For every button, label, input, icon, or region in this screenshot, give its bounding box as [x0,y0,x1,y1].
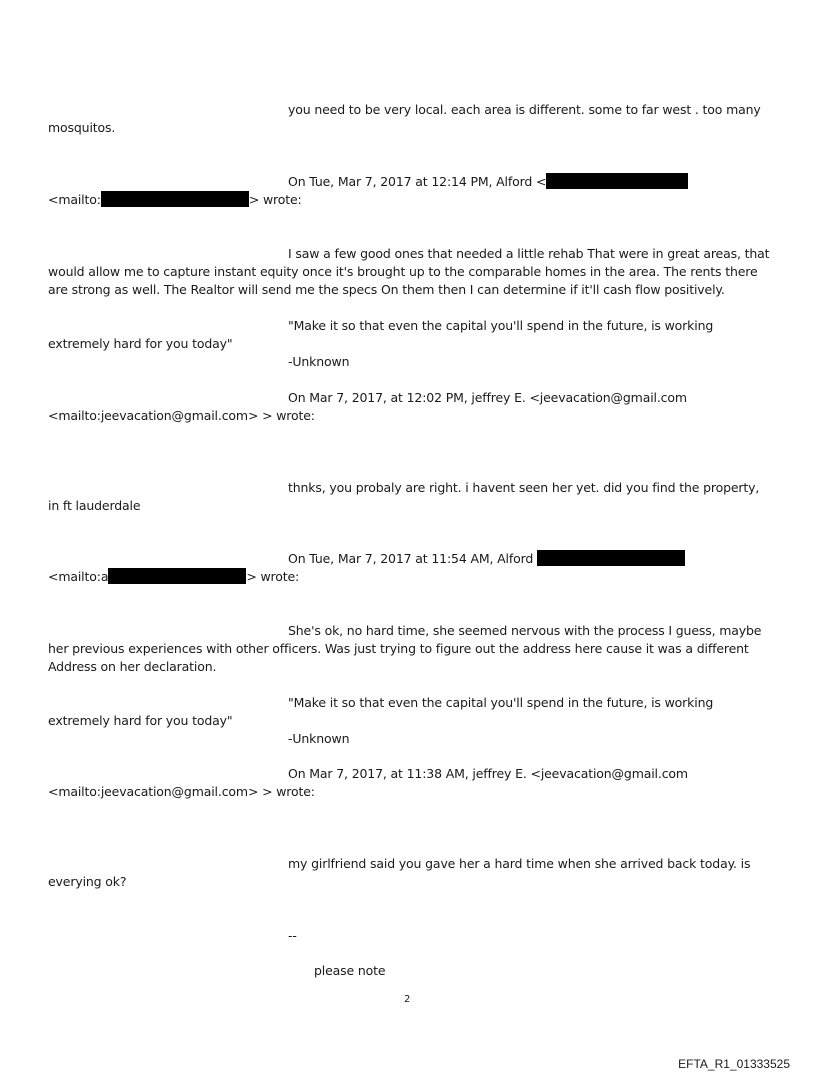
reply-header-mailto [48,191,302,209]
reply-header [288,550,685,568]
reply-header-mailto [48,568,299,586]
document-id: EFTA_R1_01333525 [678,1057,790,1071]
message-body: thnks, you probaly are right. i havent seen her yet. did you find the property, in ft lauderdale [48,480,760,513]
signature-dash: -- [288,928,297,943]
mailto-label: <mailto:a [48,569,109,584]
message-body: you need to be very local. each area is different. some to far west . too many mosquitos. [48,102,761,135]
quote-text: "Make it so that even the capital you'll spend in the future, is working extremely hard for you today" [48,695,714,728]
reply-header: On Mar 7, 2017, at 12:02 PM, jeffrey E. <jeevacation@gmail.com <mailto:jeevacation@gmail.com> > wrote: [48,390,687,423]
wrote-label: > wrote: [246,569,300,584]
wrote-label: > wrote: [248,192,302,207]
message-body: my girlfriend said you gave her a hard time when she arrived back today. is everying ok? [48,856,751,889]
message-body: She's ok, no hard time, she seemed nervous with the process I guess, maybe her previous experiences with other officers. Was just trying to figure out the address here cause it was a different Address on her declaration. [48,623,762,674]
redaction-box [537,550,685,566]
quote-text: "Make it so that even the capital you'll spend in the future, is working extremely hard for you today" [48,318,714,351]
redaction-box [546,173,688,189]
quote-attribution: -Unknown [288,731,350,746]
page-number: 2 [404,994,411,1005]
reply-header-text: On Tue, Mar 7, 2017 at 12:14 PM, Alford < [288,174,547,189]
redaction-box [108,568,246,584]
quote-attribution: -Unknown [288,354,350,369]
reply-header [288,173,688,191]
signature-note: please note [314,963,386,978]
message-body: I saw a few good ones that needed a little rehab That were in great areas, that would allow me to capture instant equity once it's brought up to the comparable homes in the area. The rents there are strong as well. The Realtor will send me the specs On them then I can determine if it'll cash flow positively. [48,246,770,297]
reply-header-text: On Tue, Mar 7, 2017 at 11:54 AM, Alford [288,551,534,566]
reply-header: On Mar 7, 2017, at 11:38 AM, jeffrey E. <jeevacation@gmail.com <mailto:jeevacation@gmail.com> > wrote: [48,766,688,799]
mailto-label: <mailto: [48,192,101,207]
redaction-box [101,191,249,207]
